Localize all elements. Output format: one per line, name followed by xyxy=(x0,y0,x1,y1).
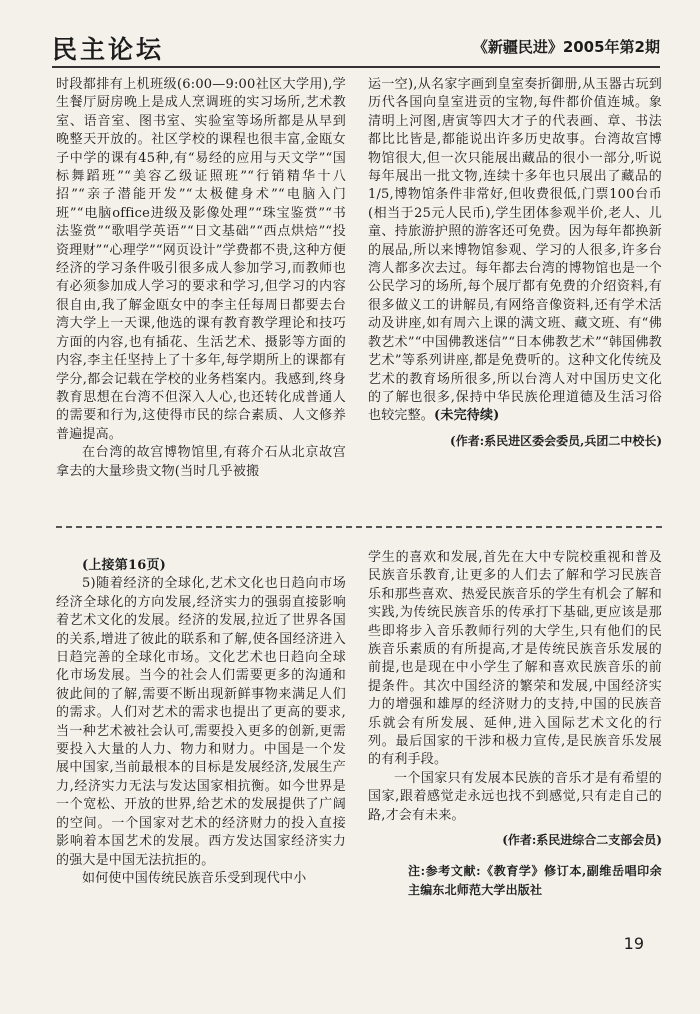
header-rule xyxy=(52,66,660,68)
continued-from-label: (上接第16页) xyxy=(82,558,166,573)
page-header xyxy=(18,28,682,68)
paragraph: 在台湾的故宫博物馆里,有蒋介石从北京故宫拿去的大量珍贵文物(当时几乎被搬 xyxy=(56,445,346,479)
article-top-left-column xyxy=(56,76,346,481)
paragraph: 如何使中国传统民族音乐受到现代中小 xyxy=(82,870,307,886)
article-top-right-column xyxy=(368,76,662,450)
section-divider xyxy=(56,526,662,528)
author-note: (作者:系民进综合二支部会员) xyxy=(502,833,662,848)
article-bottom-right-column xyxy=(368,549,662,900)
references-note: 注:参考文献:《教育学》修订本,副维岳唱印余主编东北师范大学出版社 xyxy=(408,863,662,897)
section-title: 民主论坛 xyxy=(52,35,165,64)
paragraph-text: 运一空),从名家字画到皇室奏折御册,从玉器古玩到历代各国向皇室进贡的宝物,每件都价值连城。象清明上河图,唐寅等四大才子的代表画、章、书法都比比皆是,都能说出许多历史故事。台湾故宫博物馆很大,但一次只能展出藏品的很小一部分,听说每年展出一批文物,连续十多年也只展出了藏品的1/5,博物馆条件非常好,但收费很低,门票100台币(相当于25元人民币),学生团体参观半价,老人、儿童、持旅游护照的游客还可免费。因为每年都换新的展品,所以来博物馆参观、学习的人很多,许多台湾人都多次去过。每年都去台湾的博物馆也是一个公民学习的场所,每个展厅都有免费的介绍资料,有很多做义工的讲解员,有网络音像资料,还有学术活动及讲座,如有周六上课的满文班、藏文班、有“佛教艺术”“中国佛教迷信”“日本佛教艺术”“韩国佛教艺术”等系列讲座,都是免费听的。这种文化传统及艺术的教育场所很多,所以台湾人对中国历史文化的了解也很多,保持中华民族伦理道德及生活习俗也较完整。 xyxy=(368,77,662,424)
page-number: 19 xyxy=(623,934,644,953)
paragraph xyxy=(368,76,662,426)
paragraph: 时段都排有上机班级(6:00—9:00社区大学用),学生餐厅厨房晚上是成人烹调班的实习场所,艺术教室、语音室、图书室、实验室等场所都是从早到晚整天开放的。社区学校的课程也很丰富,金瓯女子中学的课有45种,有“易经的应用与天文学”“国标舞蹈班”“美容乙级证照班”“行销精华十八招”“亲子潜能开发”“太极健身术”“电脑入门班”“电脑office进级及影像处理”“珠宝鉴赏”“书法鉴赏”“歌唱学英语”“日文基础”“西点烘焙”“投资理财”“心理学”“网页设计”学费都不贵,这种方便经济的学习条件吸引很多成人参加学习,而教师也有必须参加成人学习的要求和学习,但学习的内容很自由,我了解金瓯女中的李主任每周日都要去台湾大学上一天课,他选的课有教育教学理论和技巧方面的内容,也有插花、生活艺术、摄影等方面的内容,李主任坚持上了十多年,每学期所上的课都有学分,都会记载在学校的业务档案内。我感到,终身教育思想在台湾不但深入人心,也还转化成普通人的需要和行为,这使得市民的综合素质、人文修养普遍提高。 xyxy=(56,77,346,442)
paragraph: 5)随着经济的全球化,艺术文化也日趋向市场经济全球化的方向发展,经济实力的强弱直接影响着艺术文化的发展。经济的发展,拉近了世界各国的关系,增进了彼此的联系和了解,使各国经济进入日趋完善的全球化市场。文化艺术也日趋向全球化市场发展。当今的社会人们需要更多的沟通和彼此间的了解,需要不断出现新鲜事物来满足人们的需求。人们对艺术的需求也提出了更高的要求,当一种艺术被社会认可,需要投入更多的创新,更需要投入大量的人力、物力和财力。中国是一个发展中国家,当前最根本的目标是发展经济,发展生产力,经济实力无法与发达国家相抗衡。如今世界是一个宽松、开放的世界,给艺术的发展提供了广阔的空间。一个国家对艺术的经济财力的投入直接影响着本国艺术的发展。西方发达国家经济实力的强大是中国无法抗拒的。 xyxy=(56,576,346,868)
paragraph: 学生的喜欢和发展,首先在大中专院校重视和普及民族音乐教育,让更多的人们去了解和学习民族音乐和那些喜欢、热爱民族音乐的学生有机会了解和实践,为传统民族音乐的传承打下基础,更应该是那些即将步入音乐教师行列的大学生,只有他们的民族音乐素质的有所提高,才是传统民族音乐发展的前提,也是现在中小学生了解和喜欢民族音乐的前提条件。其次中国经济的繁荣和发展,中国经济实力的增强和雄厚的经济财力的支持,中国的民族音乐就会有所发展、延伸,进入国际艺术文化的行列。最后国家的干涉和极力宣传,是民族音乐发展的有利手段。 xyxy=(368,550,662,768)
to-be-continued: (未完待续) xyxy=(434,408,500,424)
article-bottom-left-column xyxy=(56,557,346,888)
magazine-issue: 《新疆民进》2005年第2期 xyxy=(472,38,660,56)
paragraph: 一个国家只有发展本民族的音乐才是有希望的国家,跟着感觉走永远也找不到感觉,只有走自己的路,才会有未来。 xyxy=(368,770,662,823)
author-note: (作者:系民进区委会委员,兵团二中校长) xyxy=(450,433,662,448)
